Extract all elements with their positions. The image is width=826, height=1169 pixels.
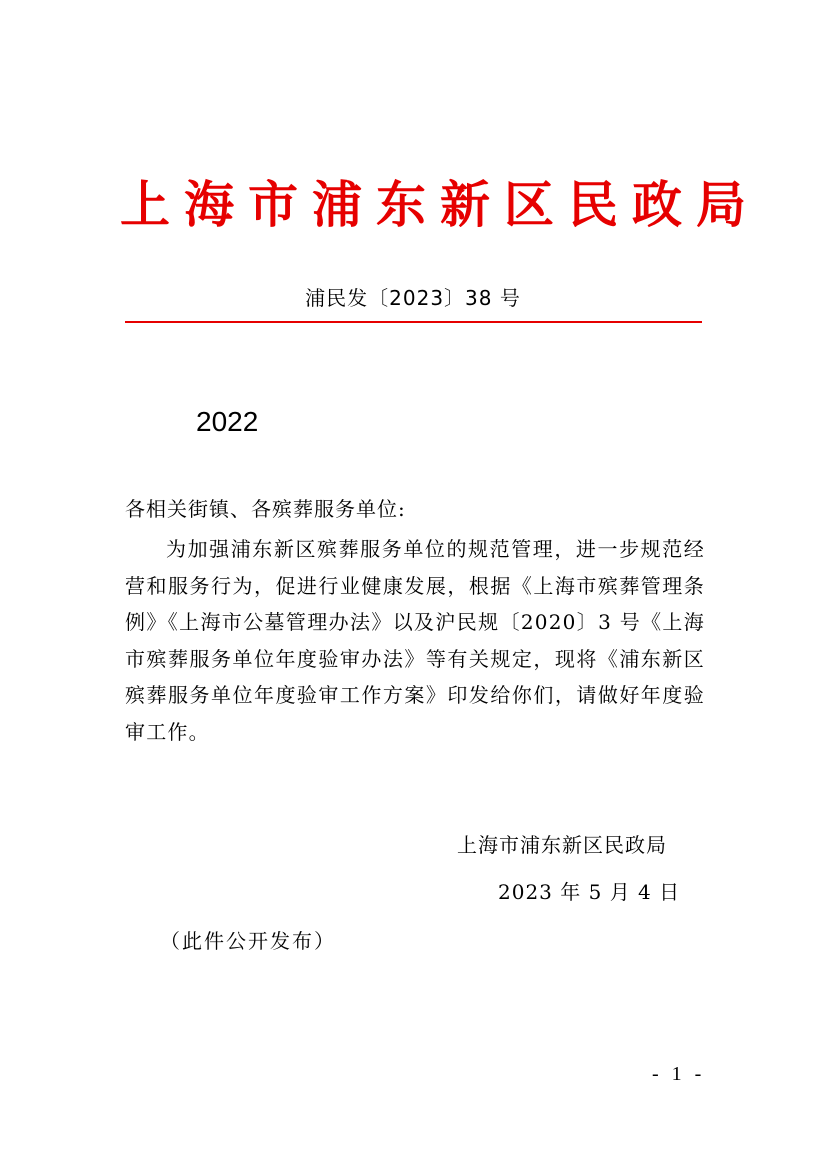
signature-organization: 上海市浦东新区民政局 <box>457 833 667 857</box>
year-heading: 2022 <box>196 406 259 437</box>
release-note: （此件公开发布） <box>160 929 336 953</box>
body-paragraph: 为加强浦东新区殡葬服务单位的规范管理，进一步规范经营和服务行为，促进行业健康发展，根据《上海市殡葬管理条例》《上海市公墓管理办法》以及沪民规〔2020〕3 号《上海市殡葬服务单位年度验审办法》等有关规定，现将《浦东新区殡葬服务单位年度验审工作方案》印发给你们，请做好年度验审工作。 <box>125 537 705 744</box>
red-divider <box>125 321 702 323</box>
signature-date: 2023 年 5 月 4 日 <box>498 880 681 904</box>
document-number: 浦民发〔2023〕38 号 <box>305 286 521 310</box>
salutation: 各相关街镇、各殡葬服务单位: <box>125 497 406 521</box>
issuer-title: 上海市浦东新区民政局 <box>120 176 760 234</box>
page-number: - 1 - <box>652 1063 706 1085</box>
